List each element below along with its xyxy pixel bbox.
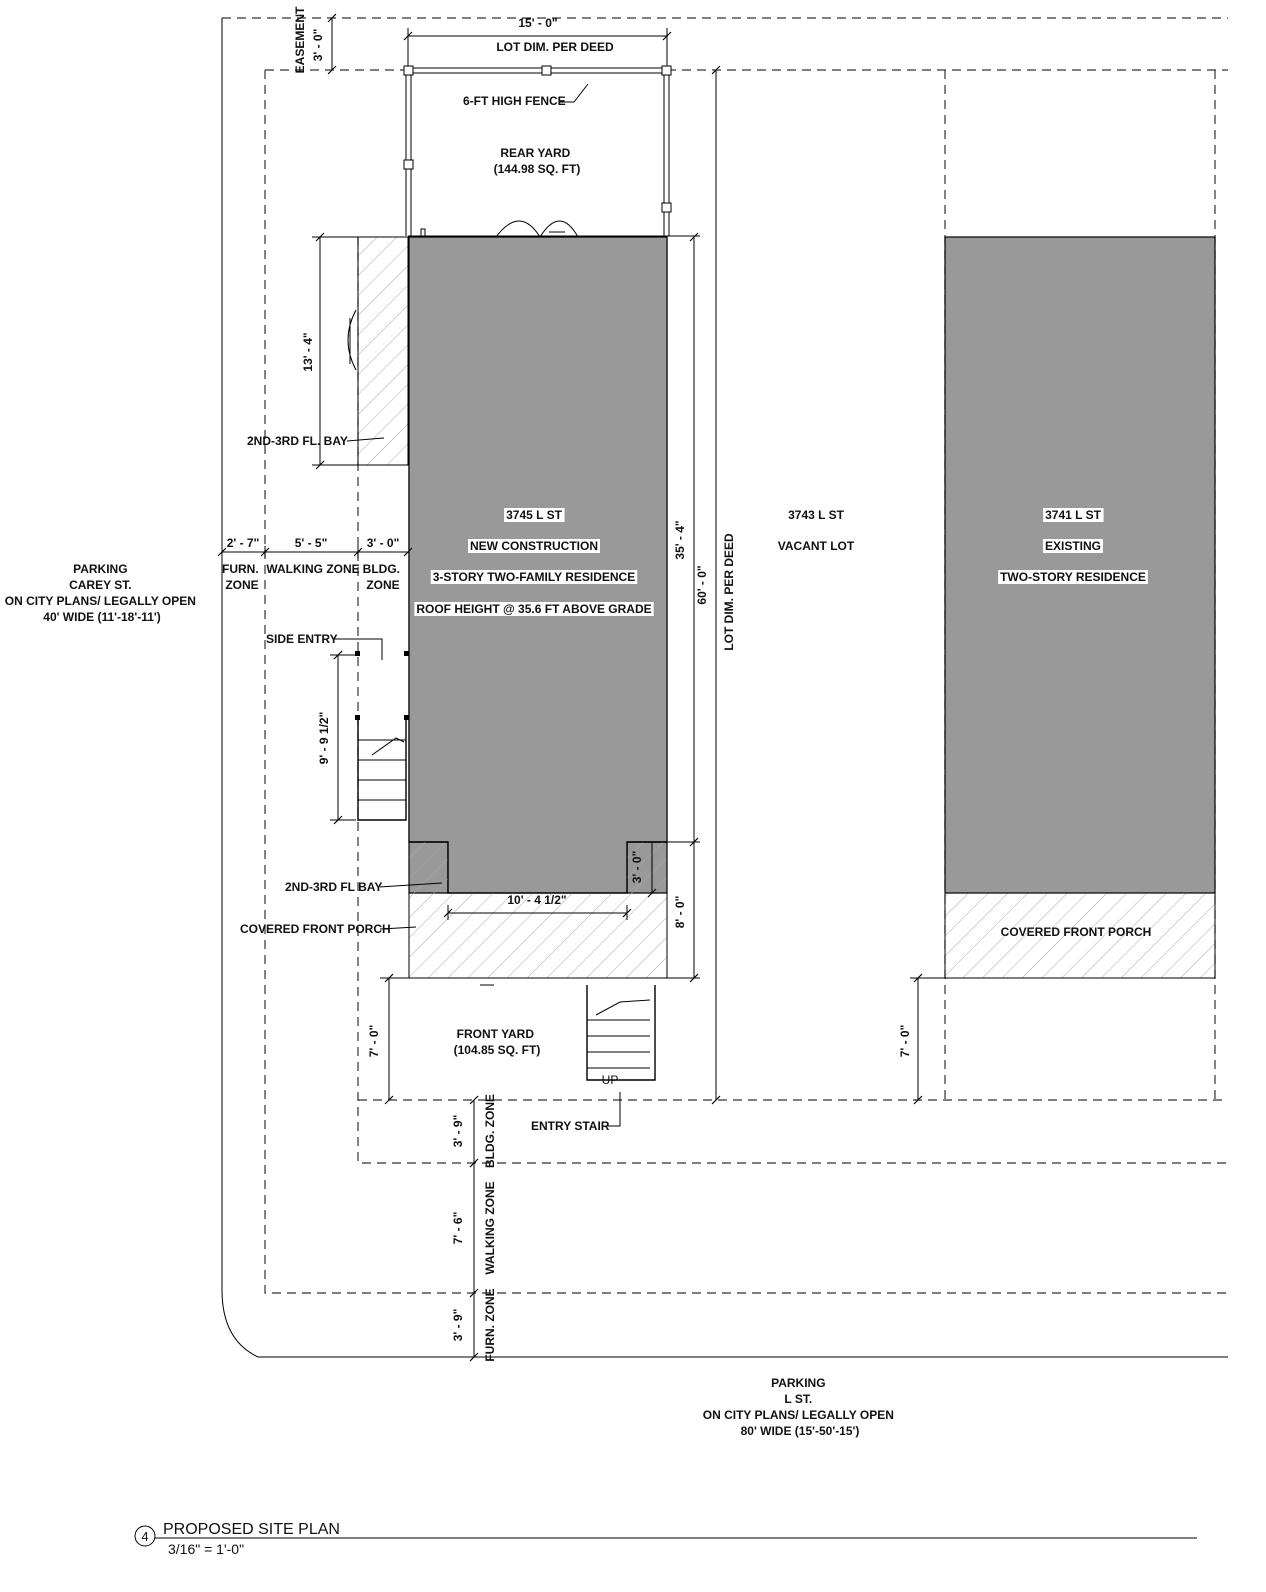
dim-bay-width: 10' - 4 1/2" (507, 893, 567, 907)
dim-front-existing: 7' - 0" (898, 1024, 912, 1058)
dim-easement: 3' - 0" (311, 28, 325, 62)
side-bay (358, 237, 408, 465)
dim-house-length: 35' - 4" (673, 520, 687, 560)
dim-furn-zone-v: 3' - 9" (451, 1308, 465, 1342)
dim-walk-zone-v: 7' - 6" (451, 1211, 465, 1245)
dim-bldg-zone-v: 3' - 9" (451, 1114, 465, 1148)
post-marker (421, 229, 425, 236)
svg-text:3743 L ST: 3743 L ST (788, 508, 844, 522)
dim-lot-length: 60' - 0" (695, 565, 709, 605)
bldg-zone-vertical-label: BLDG. ZONE (483, 1094, 497, 1168)
svg-text:3741 L ST: 3741 L ST (1045, 508, 1101, 522)
dim-bay-length: 13' - 4" (301, 332, 315, 372)
dim-front-main: 7' - 0" (367, 1024, 381, 1058)
svg-text:3745 L ST: 3745 L ST (506, 508, 562, 522)
porch-label: COVERED FRONT PORCH (240, 922, 391, 936)
front-bay-label: 2ND-3RD FL BAY (285, 880, 383, 894)
svg-text:ROOF HEIGHT @ 35.6 FT ABOVE GR: ROOF HEIGHT @ 35.6 FT ABOVE GRADE (416, 602, 652, 616)
dim-side-stair: 9' - 9 1/2" (317, 711, 331, 765)
dim-porch: 8' - 0" (673, 895, 687, 929)
walking-zone-label: WALKING ZONE (266, 562, 360, 576)
plan-number: 4 (141, 1529, 149, 1544)
svg-text:VACANT LOT: VACANT LOT (777, 539, 855, 553)
side-bay-label: 2ND-3RD FL. BAY (247, 434, 348, 448)
dim-bldg: 3' - 0" (366, 536, 400, 550)
side-entry-label: SIDE ENTRY (266, 632, 338, 646)
furn-zone-label: FURN. ZONE (221, 562, 259, 592)
front-bay (448, 841, 627, 893)
side-stair (355, 651, 409, 820)
bldg-zone-label: BLDG. ZONE (362, 562, 400, 592)
dim-walk: 5' - 5" (294, 536, 328, 550)
dim-bay-depth: 3' - 0" (630, 850, 644, 884)
svg-text:NEW CONSTRUCTION: NEW CONSTRUCTION (470, 539, 598, 553)
rear-door (496, 221, 578, 237)
lot-dim-vertical-label: LOT DIM. PER DEED (722, 533, 736, 651)
up-label: UP (601, 1073, 619, 1087)
existing-building (945, 237, 1215, 893)
front-yard-label: FRONT YARD (104.85 SQ. FT) (453, 1027, 541, 1057)
plan-title: PROPOSED SITE PLAN (163, 1521, 340, 1538)
svg-text:EXISTING: EXISTING (1044, 539, 1102, 553)
entry-stair (587, 985, 655, 1080)
plan-scale: 3/16" = 1'-0" (168, 1541, 245, 1557)
easement-label: EASEMENT (293, 6, 307, 74)
bay-window (348, 310, 356, 370)
rear-yard-label: REAR YARD (144.98 SQ. FT) (493, 146, 581, 176)
title-block (135, 1521, 1197, 1557)
l-street-label: PARKING L ST. ON CITY PLANS/ LEGALLY OPEN 80' WIDE (15'-50'-15') (702, 1376, 894, 1438)
fence-label: 6-FT HIGH FENCE (463, 94, 566, 108)
vacant-lot-labels (778, 508, 855, 553)
lot-dim-label: LOT DIM. PER DEED (496, 40, 614, 54)
dim-lot-width: 15' - 0" (518, 16, 558, 30)
walking-zone-vertical-label: WALKING ZONE (483, 1181, 497, 1275)
carey-street-label: PARKING CAREY ST. ON CITY PLANS/ LEGALLY OPEN 40' WIDE (11'-18'-11') (4, 562, 196, 624)
dim-furn: 2' - 7" (226, 536, 260, 550)
svg-text:3-STORY TWO-FAMILY RESIDENCE: 3-STORY TWO-FAMILY RESIDENCE (432, 570, 636, 584)
svg-text:TWO-STORY RESIDENCE: TWO-STORY RESIDENCE (1000, 570, 1146, 584)
furn-zone-vertical-label: FURN. ZONE (483, 1288, 497, 1362)
existing-porch-label: COVERED FRONT PORCH (1000, 925, 1152, 939)
entry-stair-label: ENTRY STAIR (531, 1119, 610, 1133)
